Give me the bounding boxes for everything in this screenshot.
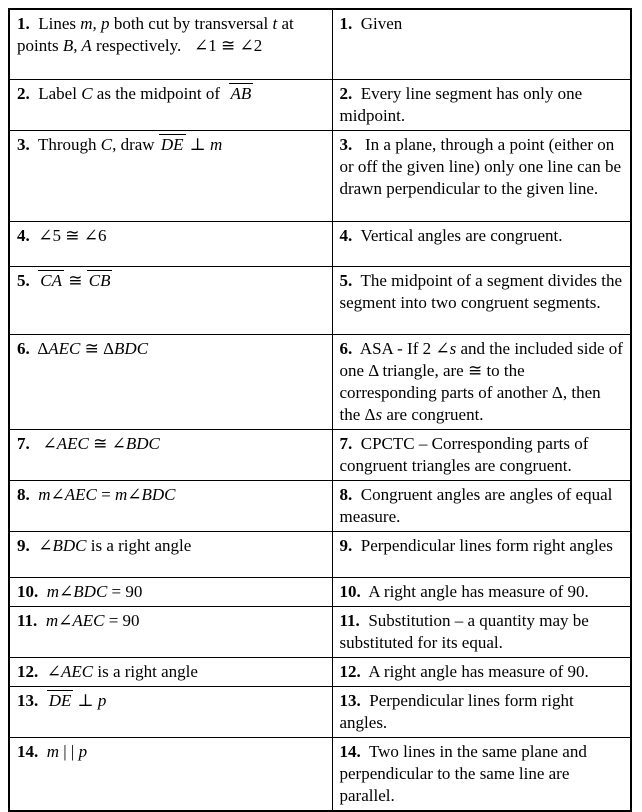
row-number: 6.	[339, 339, 353, 358]
reason-segment: Every line segment has only one midpoint.	[339, 84, 583, 125]
statement-segment: BDC	[141, 485, 176, 504]
statement-segment: p	[97, 691, 107, 710]
reason-cell	[332, 335, 631, 430]
row-number: 13.	[17, 691, 39, 710]
statement-segment: ∠	[46, 662, 61, 681]
statement-segment: =	[96, 485, 115, 504]
reason-cell	[332, 80, 631, 131]
table-row	[9, 578, 631, 607]
row-number: 4.	[339, 226, 353, 245]
statement-segment: CB	[88, 271, 111, 290]
statement-cell	[9, 607, 332, 658]
statement-segment: ≅ Δ	[80, 339, 115, 358]
table-row	[9, 430, 631, 481]
row-number: 8.	[17, 485, 30, 504]
row-number: 3.	[17, 135, 30, 154]
statement-segment: BDC	[114, 339, 149, 358]
statement-segment: AEC	[61, 662, 94, 681]
reason-cell	[332, 9, 631, 80]
row-number: 14.	[17, 742, 39, 761]
statement-segment: = 90	[107, 582, 143, 601]
statement-cell	[9, 578, 332, 607]
statement-segment: ∠5 ≅ ∠6	[38, 226, 107, 245]
statement-segment: is a right angle	[93, 662, 198, 681]
reason-segment: Two lines in the same plane and perpendicular to the same line are parallel.	[339, 742, 587, 805]
statement-segment: ≅ ∠	[88, 434, 126, 453]
row-number: 11.	[339, 611, 360, 630]
reason-segment: A right angle has measure of 90.	[368, 662, 589, 681]
proof-table	[8, 8, 632, 812]
row-number: 6.	[17, 339, 30, 358]
statement-cell	[9, 532, 332, 578]
reason-segment: In a plane, through a point (either on or off the given line) only one line can be drawn perpendicular to the given line.	[339, 135, 622, 198]
statement-segment: B, A	[62, 36, 92, 55]
reason-cell	[332, 131, 631, 222]
reason-cell	[332, 481, 631, 532]
row-number: 13.	[339, 691, 361, 710]
statement-segment: Through	[37, 135, 101, 154]
reason-segment: ASA - If 2 ∠	[359, 339, 450, 358]
reason-segment: s	[375, 405, 383, 424]
statement-segment: AEC	[72, 611, 105, 630]
reason-segment: Vertical angles are congruent.	[360, 226, 563, 245]
statement-segment: AEC	[48, 339, 81, 358]
row-number: 4.	[17, 226, 30, 245]
reason-cell	[332, 687, 631, 738]
statement-segment: C	[100, 135, 113, 154]
row-number: 5.	[339, 271, 353, 290]
reason-segment: Perpendicular lines form right angles.	[339, 691, 574, 732]
statement-segment: ∠	[59, 582, 74, 601]
statement-segment: at points	[17, 14, 294, 55]
statement-segment: p	[78, 742, 88, 761]
row-number: 7.	[339, 434, 353, 453]
statement-cell	[9, 335, 332, 430]
statement-segment: AB	[230, 84, 252, 103]
reason-segment: A right angle has measure of 90.	[368, 582, 589, 601]
statement-cell	[9, 687, 332, 738]
reason-segment: are congruent.	[382, 405, 484, 424]
statement-segment: ⊥	[73, 691, 98, 710]
statement-cell	[9, 738, 332, 812]
statement-segment: both cut by transversal	[109, 14, 273, 33]
statement-segment: ∠	[127, 485, 142, 504]
reason-segment: Perpendicular lines form right angles	[360, 536, 613, 555]
statement-segment: AEC	[56, 434, 89, 453]
row-number: 9.	[17, 536, 30, 555]
statement-cell	[9, 80, 332, 131]
row-number: 2.	[17, 84, 30, 103]
table-row	[9, 687, 631, 738]
reason-segment: s	[449, 339, 457, 358]
statement-segment: m, p	[80, 14, 110, 33]
row-number: 10.	[17, 582, 39, 601]
reason-cell	[332, 267, 631, 335]
row-number: 7.	[17, 434, 30, 453]
row-number: 5.	[17, 271, 30, 290]
statement-segment: , draw	[112, 135, 159, 154]
reason-cell	[332, 578, 631, 607]
table-row	[9, 9, 631, 80]
table-row	[9, 80, 631, 131]
table-row	[9, 532, 631, 578]
row-number: 1.	[17, 14, 30, 33]
statement-segment: BDC	[52, 536, 87, 555]
reason-cell	[332, 222, 631, 267]
reason-cell	[332, 738, 631, 812]
row-number: 12.	[17, 662, 39, 681]
statement-segment: DE	[48, 691, 72, 710]
statement-segment: DE	[160, 135, 184, 154]
row-number: 12.	[339, 662, 361, 681]
statement-segment: | |	[59, 742, 79, 761]
statement-segment: m	[46, 742, 60, 761]
reason-segment: CPCTC – Corresponding parts of congruent triangles are congruent.	[339, 434, 589, 475]
statement-segment: respectively. ∠1 ≅ ∠2	[91, 36, 263, 55]
row-number: 11.	[17, 611, 38, 630]
statement-segment: is a right angle	[86, 536, 192, 555]
statement-segment: AEC	[64, 485, 97, 504]
table-row	[9, 131, 631, 222]
row-number: 2.	[339, 84, 353, 103]
row-number: 14.	[339, 742, 361, 761]
reason-segment: Substitution – a quantity may be substituted for its equal.	[339, 611, 589, 652]
statement-segment: Label	[38, 84, 82, 103]
row-number: 10.	[339, 582, 361, 601]
reason-segment: and the included side of one Δ triangle, are ≅ to the corresponding parts of another Δ, then the Δ	[339, 339, 623, 424]
reason-cell	[332, 532, 631, 578]
table-row	[9, 738, 631, 812]
table-row	[9, 222, 631, 267]
statement-cell	[9, 9, 332, 80]
statement-segment: m	[38, 485, 51, 504]
table-row	[9, 267, 631, 335]
statement-segment: t	[272, 14, 278, 33]
table-row	[9, 481, 631, 532]
reason-segment: Congruent angles are angles of equal measure.	[339, 485, 613, 526]
statement-segment: ∠	[50, 485, 65, 504]
row-number: 9.	[339, 536, 353, 555]
statement-segment: as the midpoint of	[92, 84, 229, 103]
reason-cell	[332, 658, 631, 687]
row-number: 8.	[339, 485, 353, 504]
row-number: 1.	[339, 14, 353, 33]
statement-cell	[9, 267, 332, 335]
statement-cell	[9, 131, 332, 222]
table-row	[9, 658, 631, 687]
reason-segment: The midpoint of a segment divides the segment into two congruent segments.	[339, 271, 623, 312]
statement-cell	[9, 481, 332, 532]
statement-segment: Δ	[37, 339, 49, 358]
statement-segment: m	[45, 611, 59, 630]
statement-segment: BDC	[73, 582, 108, 601]
table-row	[9, 607, 631, 658]
statement-segment: ⊥	[185, 135, 210, 154]
reason-segment: Given	[360, 14, 403, 33]
statement-segment: C	[81, 84, 93, 103]
statement-cell	[9, 430, 332, 481]
statement-segment: = 90	[104, 611, 140, 630]
table-row	[9, 335, 631, 430]
row-number: 3.	[339, 135, 353, 154]
statement-segment: ∠	[38, 434, 57, 453]
statement-segment: m	[114, 485, 128, 504]
statement-segment: m	[46, 582, 60, 601]
statement-segment: ∠	[58, 611, 73, 630]
statement-segment: ≅	[63, 271, 87, 290]
reason-cell	[332, 607, 631, 658]
statement-cell	[9, 222, 332, 267]
reason-cell	[332, 430, 631, 481]
statement-segment: m	[210, 135, 223, 154]
statement-segment: CA	[40, 271, 62, 290]
statement-segment: Lines	[38, 14, 81, 33]
statement-segment: BDC	[125, 434, 160, 453]
statement-segment: ∠	[38, 536, 53, 555]
proof-table-body	[9, 9, 631, 811]
statement-cell	[9, 658, 332, 687]
